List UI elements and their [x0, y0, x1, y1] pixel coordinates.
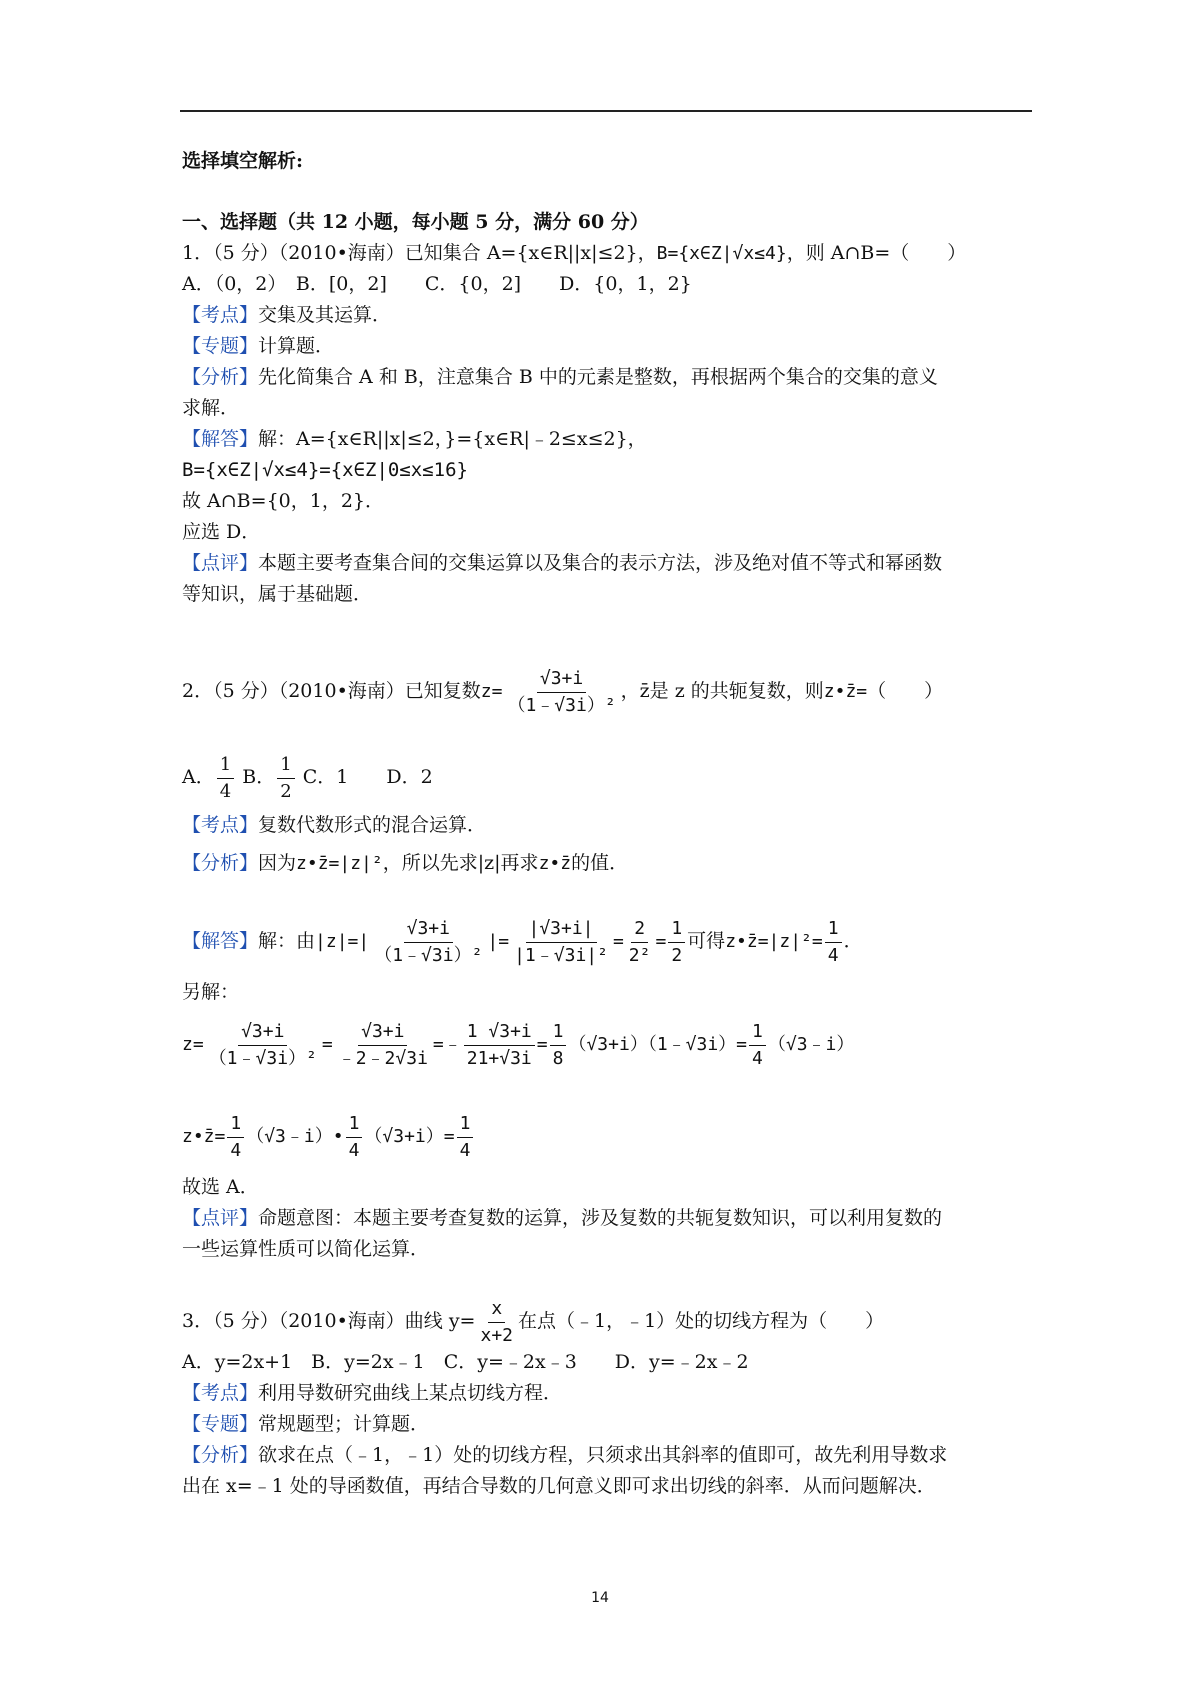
q1-fenxi-cont: 求解．	[182, 397, 240, 419]
q2-option-a-fraction: $\frac{1}{4}$	[217, 754, 234, 802]
q2-alt-fraction-4: $\frac{1}{8}$	[550, 1021, 567, 1069]
q2-alt-line-1: z= $\frac{√3+i}{\text{（1﹣√3i）²}}$ = $\frac{√3+i}{﹣2﹣2√3i}$ =﹣ $\frac{1 √3+i}{21+√3i}$ = $\frac{1}{8}$ （√3+i）（1﹣√3i）= $\frac{1}{4}$ （√3﹣i）	[182, 1020, 855, 1069]
q2-dianping-cont: 一些运算性质可以简化运算．	[182, 1238, 430, 1260]
q2-kaodian: 【考点】复数代数形式的混合运算．	[182, 814, 487, 836]
q2-conclusion: 故选 A．	[182, 1176, 259, 1198]
q2-jieda: 【解答】解：由|z|=| $\frac{√3+i}{\text{（1﹣√3i）²}}$ |= $\frac{|√3+i|}{\text{|1﹣√3i|²}}$ = $\frac{2}{\text{2²}}$ = $\frac{1}{2}$ 可得z•z̄=|z|²= $\frac{1}{4}$ ．	[182, 917, 863, 966]
q1-jieda-result: 故 A∩B={0，1，2}．	[182, 490, 385, 512]
q2-jieda-fraction-2: $\frac{|√3+i|}{\text{|1﹣√3i|²}}$	[514, 917, 608, 966]
q1-zhuanti: 【专题】计算题．	[182, 335, 335, 357]
page-number: 14	[591, 1590, 609, 1606]
q2-alt-fraction-1: $\frac{√3+i}{\text{（1﹣√3i）²}}$	[208, 1020, 317, 1069]
q1-stem: 1．（5 分）（2010•海南）已知集合 A={x∈R||x|≤2}，B={x∈Z|√x≤4}，则 A∩B=（ ）	[182, 242, 967, 264]
q1-jieda-answer: 应选 D．	[182, 521, 261, 543]
q2-options: A． $\frac{1}{4}$ B． $\frac{1}{2}$ C．1 D．2	[182, 753, 433, 802]
q3-fenxi-cont: 出在 x=﹣1 处的导函数值，再结合导数的几何意义即可求出切线的斜率．从而问题解决．	[182, 1475, 936, 1497]
q2-dianping: 【点评】命题意图：本题主要考查复数的运算，涉及复数的共轭复数知识，可以利用复数的	[182, 1207, 943, 1229]
q2-alt-line-2: z•z̄= $\frac{1}{4}$ （√3﹣i）• $\frac{1}{4}$ （√3+i）= $\frac{1}{4}$	[182, 1100, 1034, 1172]
q2-stem: 2．（5 分）（2010•海南）已知复数z= $\frac{√3+i}{\text{（1﹣√3i）²}}$ ，z̄是 z 的共轭复数，则z•z̄=（ ）	[182, 667, 944, 716]
q1-options: A．（0，2） B．[0，2] C．{0，2] D．{0，1，2}	[182, 273, 692, 295]
q3-stem: 3．（5 分）（2010•海南）曲线 y= $\frac{x}{x+2}$ 在点（﹣1，﹣1）处的切线方程为（ ）	[182, 1297, 885, 1346]
q2-fenxi: 【分析】因为z•z̄=|z|²，所以先求|z|再求z•z̄的值．	[182, 852, 629, 874]
q3-zhuanti: 【专题】常规题型；计算题．	[182, 1413, 430, 1435]
q2-alt2-fraction-3: $\frac{1}{4}$	[457, 1113, 474, 1161]
q2-jieda-fraction-3: $\frac{2}{\text{2²}}$	[628, 917, 651, 966]
q2-alt2-fraction-2: $\frac{1}{4}$	[346, 1113, 363, 1161]
q2-option-b-fraction: $\frac{1}{2}$	[277, 754, 294, 802]
q2-jieda-fraction-4: $\frac{1}{2}$	[668, 918, 685, 966]
q2-jieda-fraction-1: $\frac{√3+i}{\text{（1﹣√3i）²}}$	[374, 917, 483, 966]
q2-alt2-fraction-1: $\frac{1}{4}$	[227, 1113, 244, 1161]
q1-jieda: 【解答】解：A={x∈R||x|≤2，}={x∈R|﹣2≤x≤2}，	[182, 428, 647, 450]
q1-jieda-formula: B={x∈Z|√x≤4}={x∈Z|0≤x≤16}	[182, 459, 468, 481]
q3-fenxi: 【分析】欲求在点（﹣1，﹣1）处的切线方程，只须求出其斜率的值即可，故先利用导数求	[182, 1444, 948, 1466]
part-title: 一、选择题（共 12 小题，每小题 5 分，满分 60 分）	[182, 211, 649, 233]
q2-alt-fraction-5: $\frac{1}{4}$	[749, 1021, 766, 1069]
q3-kaodian: 【考点】利用导数研究曲线上某点切线方程．	[182, 1382, 563, 1404]
q1-fenxi: 【分析】先化简集合 A 和 B，注意集合 B 中的元素是整数，再根据两个集合的交集的意义	[182, 366, 938, 388]
q2-jieda-fraction-5: $\frac{1}{4}$	[825, 918, 842, 966]
q2-alt-fraction-2: $\frac{√3+i}{﹣2﹣2√3i}$	[337, 1020, 428, 1069]
q2-alt-title: 另解：	[182, 981, 240, 1003]
q2-fraction: $\frac{√3+i}{\text{（1﹣√3i）²}}$	[507, 667, 616, 716]
q3-options: A．y=2x+1 B．y=2x﹣1 C．y=﹣2x﹣3 D．y=﹣2x﹣2	[182, 1351, 749, 1373]
q3-fraction: $\frac{x}{x+2}$	[480, 1297, 513, 1346]
q1-dianping-cont: 等知识，属于基础题．	[182, 583, 373, 605]
section-title: 选择填空解析:	[182, 150, 304, 172]
q1-dianping: 【点评】本题主要考查集合间的交集运算以及集合的表示方法，涉及绝对值不等式和幂函数	[182, 552, 943, 574]
page-content	[182, 146, 1034, 1502]
q1-set-b-formula: B={x∈Z|√x≤4}	[656, 243, 787, 264]
q2-alt-fraction-3: $\frac{1 √3+i}{21+√3i}$	[464, 1021, 535, 1069]
q1-kaodian: 【考点】交集及其运算．	[182, 304, 392, 326]
header-rule	[180, 110, 1032, 112]
